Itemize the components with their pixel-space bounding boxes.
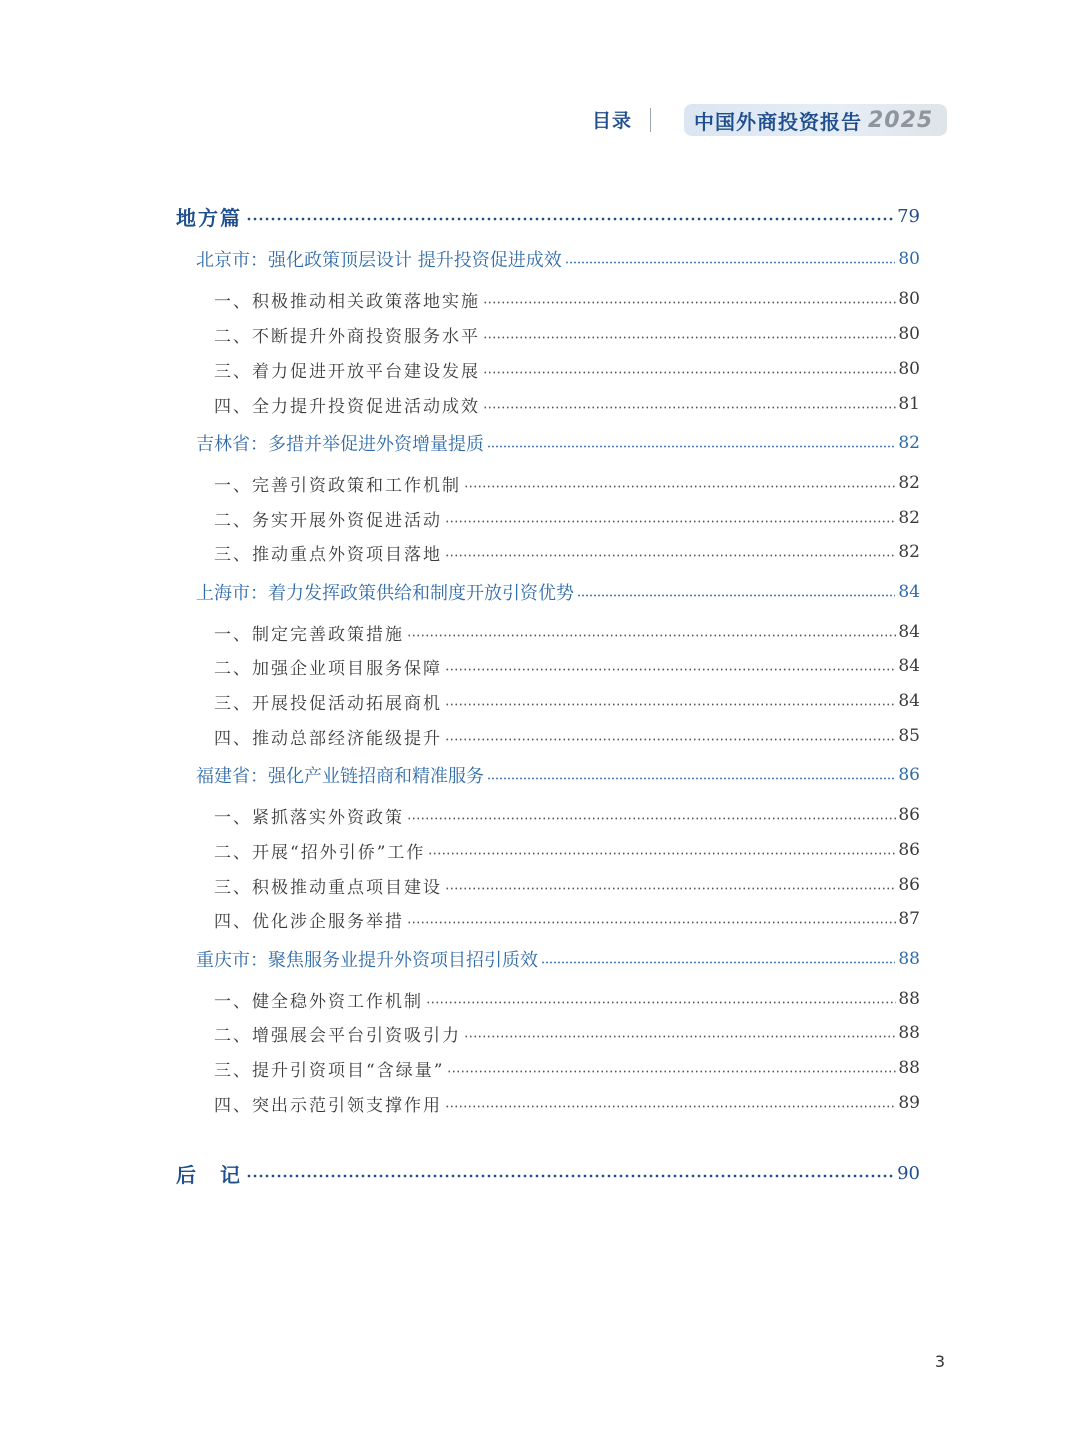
- toc-chapter-title: 吉林省：多措并举促进外资增量提质: [196, 434, 484, 455]
- dot-leader: [445, 703, 896, 706]
- toc-item[interactable]: [214, 355, 920, 383]
- dot-leader: [464, 485, 896, 488]
- toc-item-label: 四、优化涉企服务举措: [214, 911, 404, 932]
- toc-item[interactable]: [214, 801, 920, 829]
- toc-item-label: 三、积极推动重点项目建设: [214, 877, 442, 898]
- toc-item[interactable]: [214, 390, 920, 418]
- toc-page-number: 82: [898, 542, 920, 562]
- toc-item-label: 二、增强展会平台引资吸引力: [214, 1025, 461, 1046]
- toc-page-number: 88: [898, 949, 920, 969]
- toc-part-label: 地方篇: [176, 205, 242, 230]
- toc-page-number: 84: [898, 691, 920, 711]
- toc-chapter-fujian[interactable]: [196, 761, 920, 789]
- dot-leader: [445, 668, 896, 671]
- toc-item-label: 三、着力促进开放平台建设发展: [214, 361, 480, 382]
- dot-leader: [407, 634, 896, 637]
- toc-item[interactable]: [214, 285, 920, 313]
- toc-item-label: 三、开展投促活动拓展商机: [214, 693, 442, 714]
- report-year: 2025: [868, 107, 934, 133]
- toc-item-label: 二、加强企业项目服务保障: [214, 658, 442, 679]
- toc-item[interactable]: [214, 836, 920, 864]
- dot-leader: [445, 738, 896, 741]
- toc-page-number: 85: [898, 726, 920, 746]
- toc-page-number: 86: [898, 840, 920, 860]
- report-title: 中国外商投资报告: [694, 109, 862, 134]
- dot-leader: [445, 1105, 896, 1108]
- toc-chapter-title: 重庆市：聚焦服务业提升外资项目招引质效: [196, 950, 538, 971]
- toc-item-label: 三、提升引资项目“含绿量”: [214, 1060, 445, 1081]
- toc-page-number: 79: [897, 205, 920, 227]
- toc-item-label: 二、不断提升外商投资服务水平: [214, 326, 480, 347]
- dot-leader: [483, 371, 896, 374]
- toc-page-number: 88: [898, 1023, 920, 1043]
- toc-page-number: 86: [898, 875, 920, 895]
- toc-page-number: 84: [898, 656, 920, 676]
- toc-item-label: 一、健全稳外资工作机制: [214, 991, 423, 1012]
- toc-item[interactable]: [214, 905, 920, 933]
- dot-leader: [246, 1174, 893, 1178]
- dot-leader: [445, 554, 896, 557]
- toc-item-label: 三、推动重点外资项目落地: [214, 544, 442, 565]
- dot-leader: [445, 520, 896, 523]
- toc-page-number: 86: [898, 805, 920, 825]
- toc-item[interactable]: [214, 722, 920, 750]
- toc-page-number: 89: [898, 1093, 920, 1113]
- toc-page-number: 82: [898, 433, 920, 453]
- toc-item[interactable]: [214, 504, 920, 532]
- dot-leader: [541, 961, 895, 964]
- toc-item[interactable]: [214, 538, 920, 566]
- toc-page-number: 88: [898, 989, 920, 1009]
- toc-chapter-title: 福建省：强化产业链招商和精准服务: [196, 766, 484, 787]
- toc-item-label: 二、务实开展外资促进活动: [214, 510, 442, 531]
- toc-item[interactable]: [214, 469, 920, 497]
- toc-item[interactable]: [214, 1054, 920, 1082]
- dot-leader: [565, 261, 896, 264]
- dot-leader: [428, 852, 896, 855]
- toc-item[interactable]: [214, 687, 920, 715]
- toc-chapter-title: 北京市：强化政策顶层设计 提升投资促进成效: [196, 250, 562, 271]
- toc-chapter-chongqing[interactable]: [196, 945, 920, 973]
- dot-leader: [483, 406, 896, 409]
- header-divider: [650, 108, 651, 132]
- toc-chapter-beijing[interactable]: [196, 245, 920, 273]
- toc-page-number: 88: [898, 1058, 920, 1078]
- toc-item-label: 一、完善引资政策和工作机制: [214, 475, 461, 496]
- toc-item[interactable]: [214, 871, 920, 899]
- dot-leader: [445, 887, 896, 890]
- toc-item-label: 一、制定完善政策措施: [214, 624, 404, 645]
- toc-page-number: 84: [898, 582, 920, 602]
- toc-page-number: 82: [898, 473, 920, 493]
- dot-leader: [407, 921, 896, 924]
- toc-page-number: 80: [898, 249, 920, 269]
- toc-page-number: 81: [898, 394, 920, 414]
- toc-item-label: 二、开展“招外引侨”工作: [214, 842, 426, 863]
- toc-part-label: 后 记: [176, 1162, 242, 1187]
- report-title-badge: [684, 104, 947, 136]
- page-number: 3: [934, 1352, 946, 1371]
- toc-part-local[interactable]: [176, 201, 920, 231]
- dot-leader: [246, 217, 893, 221]
- toc-item[interactable]: [214, 618, 920, 646]
- toc-chapter-jilin[interactable]: [196, 429, 920, 457]
- dot-leader: [577, 594, 895, 597]
- toc-page-number: 87: [898, 909, 920, 929]
- dot-leader: [483, 336, 896, 339]
- header-section-label: 目录: [592, 110, 633, 132]
- toc-page-number: 84: [898, 622, 920, 642]
- dot-leader: [426, 1001, 896, 1004]
- toc-item-label: 四、全力提升投资促进活动成效: [214, 396, 480, 417]
- toc-item-label: 四、推动总部经济能级提升: [214, 728, 442, 749]
- dot-leader: [487, 445, 895, 448]
- toc-page-number: 80: [898, 359, 920, 379]
- toc-item-label: 四、突出示范引领支撑作用: [214, 1095, 442, 1116]
- toc-item-label: 一、紧抓落实外资政策: [214, 807, 404, 828]
- toc-chapter-shanghai[interactable]: [196, 578, 920, 606]
- dot-leader: [447, 1070, 896, 1073]
- dot-leader: [407, 817, 896, 820]
- toc-page-number: 90: [897, 1162, 920, 1184]
- toc-item[interactable]: [214, 1089, 920, 1117]
- toc-item[interactable]: [214, 985, 920, 1013]
- toc-page-number: 80: [898, 289, 920, 309]
- toc-item-label: 一、积极推动相关政策落地实施: [214, 291, 480, 312]
- toc-page-number: 82: [898, 508, 920, 528]
- toc-page-number: 80: [898, 324, 920, 344]
- toc-item[interactable]: [214, 652, 920, 680]
- dot-leader: [487, 777, 895, 780]
- toc-afterword[interactable]: [176, 1158, 920, 1188]
- dot-leader: [483, 301, 896, 304]
- toc-item[interactable]: [214, 320, 920, 348]
- running-header: [0, 104, 1080, 136]
- toc-page-number: 86: [898, 765, 920, 785]
- toc-chapter-title: 上海市：着力发挥政策供给和制度开放引资优势: [196, 583, 574, 604]
- toc-item[interactable]: [214, 1019, 920, 1047]
- dot-leader: [464, 1035, 896, 1038]
